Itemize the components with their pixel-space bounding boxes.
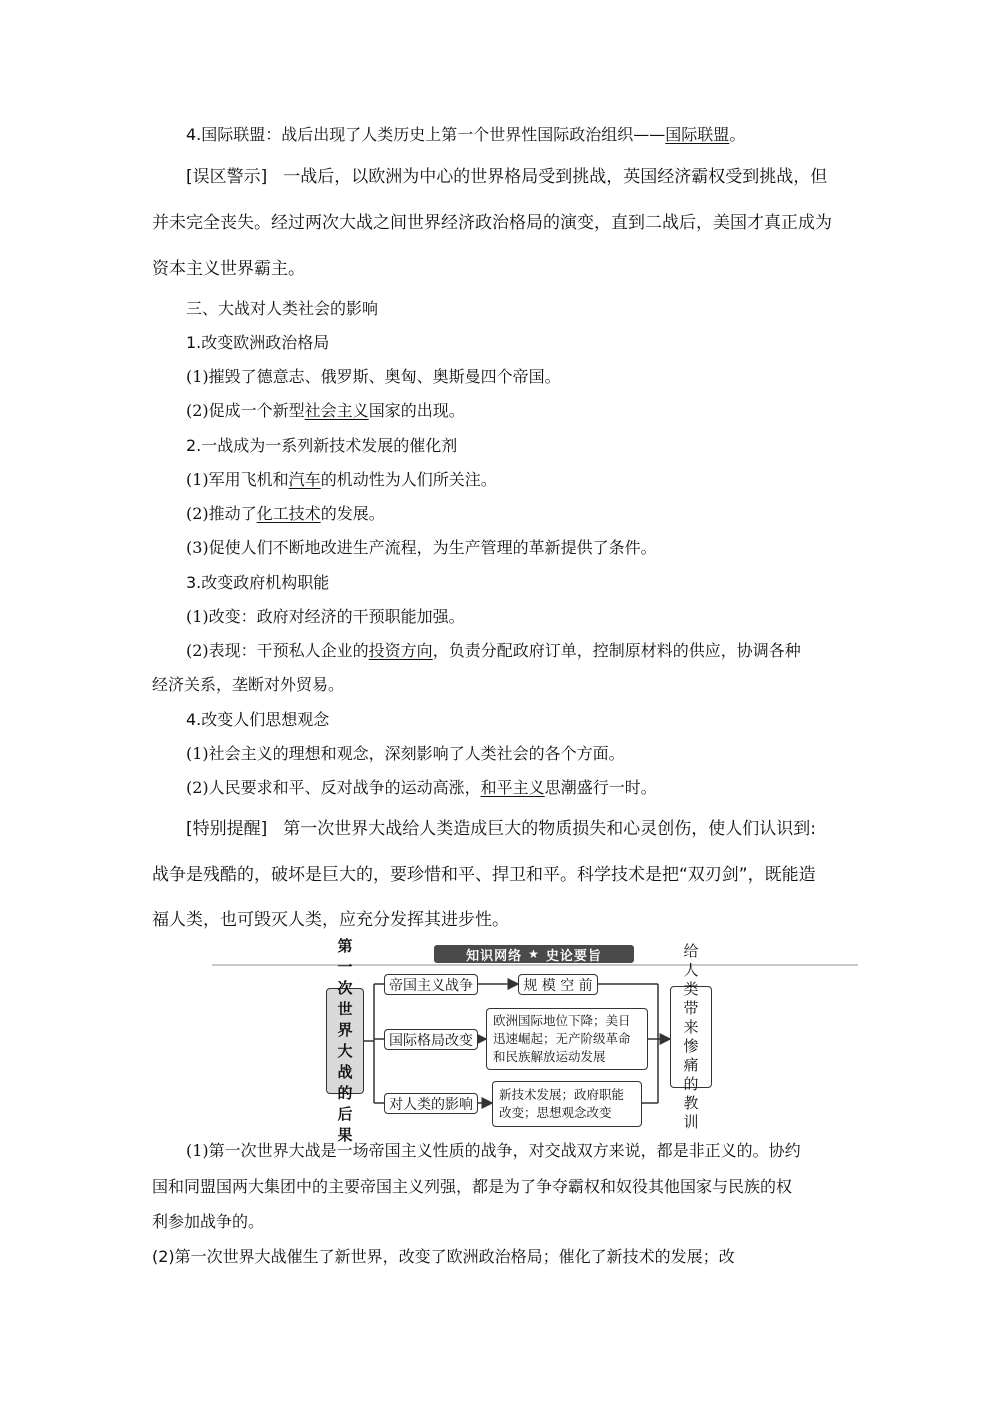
text-span: 国家的出现。 — [368, 401, 465, 420]
key-term: 和平主义 — [480, 778, 545, 797]
section3-h3-point-2-cont: 经济关系，垄断对外贸易。 — [152, 675, 345, 694]
banner-left-label: 知识网络 — [466, 948, 523, 964]
branch3-result-box: 新技术发展；政府职能改变；思想观念改变 — [492, 1081, 642, 1127]
right-box-line: 类带 — [683, 980, 699, 1017]
section3-heading-2: 2.一战成为一系列新技术发展的催化剂 — [186, 436, 458, 455]
section3-h4-point-1: (1)社会主义的理想和观念，深刻影响了人类社会的各个方面。 — [186, 744, 625, 763]
item4-text: ：战后出现了人类历史上第一个世界性国际政治组织—— — [265, 125, 666, 144]
network-banner — [434, 945, 634, 963]
text-span: 的发展。 — [320, 504, 385, 523]
network-divider — [212, 964, 858, 966]
key-term: 投资方向 — [368, 641, 433, 660]
left-box-line: 第一 — [337, 937, 353, 976]
right-box-line: 痛的 — [683, 1056, 699, 1093]
left-box-line: 次世 — [337, 979, 353, 1018]
section3-h4-point-2 — [0, 775, 1000, 798]
right-box-text — [683, 942, 700, 1132]
text-span: ，负责分配政府订单，控制原材料的供应，协调各种 — [432, 641, 801, 660]
warning-tag: [误区警示] — [186, 167, 268, 187]
branch1-box: 帝国主义战争 — [384, 974, 478, 995]
section3-h1-point-1: (1)摧毁了德意志、俄罗斯、奥匈、奥斯曼四个帝国。 — [186, 367, 561, 386]
item4-line — [0, 122, 1000, 145]
left-box-line: 界大 — [337, 1021, 353, 1060]
text-span: (2)人民要求和平、反对战争的运动高涨， — [186, 778, 481, 797]
summary-p2-line-1: (2)第一次世界大战催生了新世界，改变了欧洲政治格局；催化了新技术的发展；改 — [152, 1247, 735, 1266]
warning-text-1: 一战后，以欧洲为中心的世界格局受到挑战，英国经济霸权受到挑战，但 — [283, 167, 828, 187]
section3-heading-3: 3.改变政府机构职能 — [186, 573, 330, 592]
text-span: (2)表现：干预私人企业的 — [186, 641, 369, 660]
warning-line-1 — [0, 162, 1000, 187]
branch1-result-box: 规 模 空 前 — [518, 974, 598, 995]
item4-end: 。 — [729, 125, 746, 144]
reminder-line-2: 战争是残酷的，破坏是巨大的，要珍惜和平、捍卫和平。科学技术是把“双刃剑”，既能造 — [152, 865, 816, 885]
summary-p1-line-3: 利参加战争的。 — [152, 1212, 265, 1231]
right-box-line: 来惨 — [683, 1018, 699, 1055]
key-term: 化工技术 — [256, 504, 321, 523]
left-box-line: 战的 — [337, 1063, 353, 1102]
section3-title: 三、大战对人类社会的影响 — [186, 299, 379, 318]
section3-h1-point-2 — [0, 398, 1000, 421]
section3-h2-point-2 — [0, 501, 1000, 524]
banner-right-label: 史论要旨 — [545, 948, 602, 964]
section3-h2-point-3: (3)促使人们不断地改进生产流程，为生产管理的革新提供了条件。 — [186, 538, 657, 557]
reminder-line-3: 福人类，也可毁灭人类，应充分发挥其进步性。 — [152, 910, 509, 930]
section3-heading-1: 1.改变欧洲政治格局 — [186, 333, 330, 352]
reminder-line-1 — [0, 814, 1000, 839]
text-span: 思潮盛行一时。 — [544, 778, 657, 797]
diagram-left-box — [326, 937, 364, 1144]
star-icon: ★ — [528, 947, 540, 961]
text-span: (1)军用飞机和 — [186, 470, 289, 489]
summary-p1-line-1: (1)第一次世界大战是一场帝国主义性质的战争，对交战双方来说，都是非正义的。协约 — [186, 1141, 801, 1160]
diagram-right-box — [670, 942, 712, 1131]
warning-line-2: 并未完全丧失。经过两次大战之间世界经济政治格局的演变，直到二战后，美国才真正成为 — [152, 213, 832, 233]
section3-h3-point-2 — [0, 638, 1000, 661]
item4-term: 国际联盟 — [665, 125, 730, 144]
key-term: 汽车 — [288, 470, 321, 489]
text-span: (2)推动了 — [186, 504, 257, 523]
text-span: 的机动性为人们所关注。 — [320, 470, 497, 489]
left-box-text — [337, 936, 354, 1146]
branch3-box: 对人类的影响 — [384, 1093, 478, 1114]
warning-line-3: 资本主义世界霸主。 — [152, 259, 305, 279]
section3-h3-point-1: (1)改变：政府对经济的干预职能加强。 — [186, 607, 465, 626]
item4-label: 4.国际联盟 — [186, 125, 266, 144]
reminder-text-1: 第一次世界大战给人类造成巨大的物质损失和心灵创伤，使人们认识到: — [283, 819, 816, 839]
text-span: (2)促成一个新型 — [186, 401, 305, 420]
branch2-result-box: 欧洲国际地位下降；美日迅速崛起；无产阶级革命和民族解放运动发展 — [486, 1008, 648, 1070]
right-box-line: 给人 — [683, 942, 699, 979]
section3-heading-4: 4.改变人们思想观念 — [186, 710, 330, 729]
branch2-box: 国际格局改变 — [384, 1029, 478, 1050]
section3-h2-point-1 — [0, 467, 1000, 490]
summary-p1-line-2: 国和同盟国两大集团中的主要帝国主义列强，都是为了争夺霸权和奴役其他国家与民族的权 — [152, 1177, 793, 1196]
key-term: 社会主义 — [304, 401, 369, 420]
reminder-tag: [特别提醒] — [186, 819, 268, 839]
left-box-line: 后果 — [337, 1105, 353, 1144]
right-box-line: 教训 — [683, 1094, 699, 1131]
